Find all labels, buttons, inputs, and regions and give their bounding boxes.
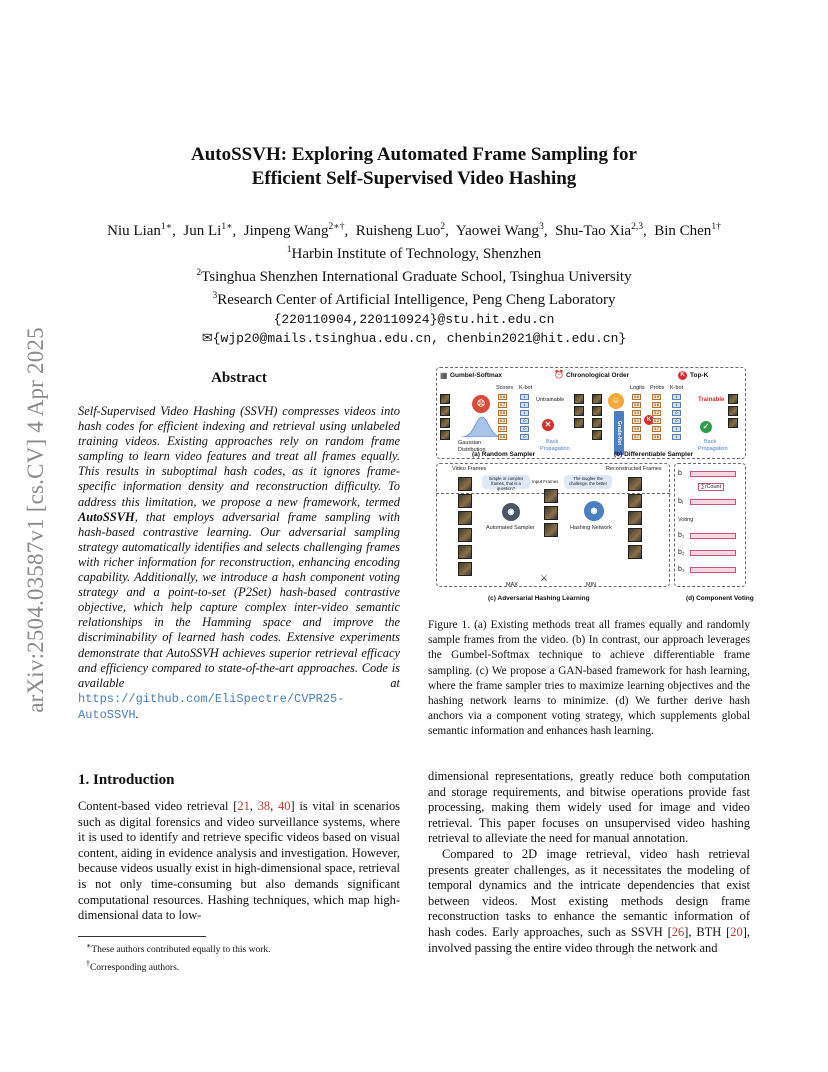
- input-frame: [544, 489, 558, 503]
- fig-hash-net-label: Hashing Network: [570, 525, 612, 531]
- kbot-cell: 1: [520, 410, 529, 416]
- hash-code-bar: [690, 550, 736, 556]
- angry-face-icon: ☹: [472, 395, 490, 413]
- kbot-cell: 1: [520, 402, 529, 408]
- author: Jinpeng Wang: [243, 223, 329, 239]
- email-text: {wjp20@mails.tsinghua.edu.cn, chenbin2021@hit.edu.cn}: [212, 331, 627, 346]
- affiliation-text: Research Center of Artificial Intelligence, Peng Cheng Laboratory: [217, 292, 616, 308]
- fig-gradnet-label: Grade-Net: [616, 420, 622, 446]
- intro-text: ], BTH [: [684, 924, 731, 939]
- affiliation-sup: 1: [286, 245, 292, 255]
- prob-cell: 0.2: [652, 410, 661, 416]
- video-frame: [458, 562, 472, 576]
- title-line-2: Efficient Self-Supervised Video Hashing: [251, 168, 577, 189]
- title-line-1: AutoSSVH: Exploring Automated Frame Sampling for: [191, 144, 637, 165]
- fig-topk-label: Top-K: [690, 372, 709, 379]
- video-frame: [574, 394, 584, 404]
- fig-kbot-label: K-bot: [519, 385, 533, 391]
- author-sup: 2: [440, 222, 446, 232]
- video-frame: [592, 430, 602, 440]
- check-icon: ✓: [700, 421, 712, 433]
- kbot-cell: 1: [520, 394, 529, 400]
- footnote: [78, 939, 400, 957]
- hash-code-bar: [690, 499, 736, 505]
- figure-1: [436, 367, 754, 605]
- video-frame: [728, 418, 738, 428]
- author: Bin Chen: [654, 223, 712, 239]
- method-name: AutoSSVH: [78, 509, 135, 524]
- prob-cell: 0.6: [652, 434, 661, 440]
- affiliation-sup: 3: [212, 291, 218, 301]
- abstract-body: [78, 404, 400, 723]
- kbot-cell: 1: [672, 394, 681, 400]
- intro-paragraph: dimensional representations, greatly reduce both computation and storage requirements, and bitwise operations provide fast processing, making them widely used for image and video retrieval. This paper focuses on unsupervised video hashing retrieval to alleviate the need for manual annotation.: [428, 769, 750, 846]
- affiliation: [78, 241, 750, 264]
- fig-label-a: (a) Random Sampler: [472, 451, 536, 458]
- logit-cell: 0.7: [632, 434, 641, 440]
- gumbel-icon: ▦: [440, 371, 448, 380]
- fig-back-label: Back: [704, 439, 717, 445]
- citation-link[interactable]: 26: [671, 924, 685, 939]
- topk-small-icon: K: [644, 415, 654, 425]
- fig-probs-label: Probs: [650, 385, 665, 391]
- email-line-2: [78, 329, 750, 348]
- email-line-1: {220110904,220110924}@stu.hit.edu.cn: [273, 312, 555, 327]
- fig-propagation-label: Propagation: [698, 446, 728, 452]
- fig-untrainable-label: Untrainable: [536, 397, 565, 403]
- video-frame: [458, 511, 472, 525]
- paper-title: [78, 143, 750, 191]
- topk-icon: K: [678, 371, 687, 380]
- gaussian-curve: [462, 415, 502, 437]
- arxiv-id: arXiv:2504.03587v1 [cs.CV] 4 Apr 2025: [23, 327, 48, 713]
- author: Niu Lian: [107, 223, 161, 239]
- author: Ruisheng Luo: [355, 223, 441, 239]
- intro-text: Compared to 2D image retrieval, video hash retrieval presents greater challenges, as it necessitates the modeling of temporal dynamics and the intricate dependencies that exist between videos. Most existing methods design frame reconstruction tasks to enhance the semantic information of hash codes. Early approaches, such as SSVH [: [428, 846, 750, 939]
- intro-continued: [428, 769, 750, 956]
- fig-min-label: MIN: [586, 582, 597, 588]
- score-cell: 0.6: [498, 394, 507, 400]
- author-sup: 1∗: [160, 222, 173, 232]
- code-link[interactable]: https://github.com/EliSpectre/CVPR25-AutoSSVH: [78, 691, 345, 722]
- affiliation-sup: 2: [196, 268, 202, 278]
- hash-code-bar: [690, 533, 736, 539]
- fig-distribution-label: Distribution: [458, 447, 486, 453]
- robot-icon: ◉: [584, 501, 604, 521]
- video-frame: [574, 418, 584, 428]
- hash-code-bar: [690, 567, 736, 573]
- footnote-symbol: †: [86, 959, 90, 969]
- cross-icon: ✕: [542, 419, 554, 431]
- hash-code-label: b₁: [678, 532, 685, 539]
- author-sup: 1∗: [221, 222, 233, 232]
- abstract-text: , that employs adversarial frame sampling with hash-based contrastive learning. Our adversarial sampling strategy automatically identifies and selects challenging frames with richer information for reconstruction, enhancing encoding capability. Additionally, we introduce a hash component voting strategy and a point-to-set (P2Set) hash-based contrastive objective, which help capture complex inter-video semantic relationships in the Hamming space and improve the discriminability of learned hash codes. Extensive experiments demonstrate that AutoSSVH achieves superior retrieval efficacy and efficiency compared to state-of-the-art approaches. Code is available at: [78, 509, 400, 690]
- fig-recon-frames-label: Reconstructed Frames: [606, 466, 662, 472]
- logit-cell: 0.3: [632, 410, 641, 416]
- fig-propagation-label: Propagation: [540, 446, 570, 452]
- figure-caption: Figure 1. (a) Existing methods treat all frames equally and randomly sample frames from the video. (b) In contrast, our approach leverages the Gumbel-Softmax technique to achieve differentiable frame sampling. (c) We propose a GAN-based framework for hash learning, where the frame sampler tries to maximize learning objectives and the hashing network learns to minimize. (d) We further derive hash anchors via a component voting strategy, which supplements global semantic information and enhances hash learning.: [428, 619, 750, 738]
- fig-auto-sampler-label: Automated Sampler: [486, 525, 535, 531]
- affiliation-text: Tsinghua Shenzhen International Graduate School, Tsinghua University: [201, 269, 632, 285]
- input-frame: [544, 506, 558, 520]
- citation-link[interactable]: 38: [257, 799, 271, 813]
- score-cell: 0.6: [498, 434, 507, 440]
- logit-cell: 0.1: [632, 418, 641, 424]
- kbot-cell: 1: [672, 426, 681, 432]
- author-list: Niu Lian$^{1∗}$, Jun $Li^{1∗}$, Jinpeng Wang$^{2∗\dagger}$, Ruisheng Luo$^2$, Yaowei Wang$^3$, Shu-Tao Xia$^{2,3}$, Bin Chen$^{1\dagger}$: [107, 222, 721, 239]
- section-heading: 1. Introduction: [78, 772, 175, 788]
- citation-link[interactable]: 20: [730, 924, 743, 939]
- fig-gumbel-label: Gumbel-Softmax: [450, 372, 503, 379]
- footnote-rule: [78, 936, 206, 937]
- sum-count-box: ∑/Count: [698, 483, 724, 491]
- kbot-cell: 0: [520, 434, 529, 440]
- author-sup: 3: [539, 222, 544, 232]
- kbot-cell: 0: [672, 418, 681, 424]
- citation-link[interactable]: 40: [278, 799, 291, 813]
- fig-voting-label: Voting: [678, 517, 694, 523]
- kbot-cell: 0: [520, 418, 529, 424]
- prob-cell: 0.9: [652, 394, 661, 400]
- footnote-text: These authors contributed equally to this work.: [91, 945, 271, 956]
- robot-icon: ◉: [502, 503, 520, 521]
- footnote: [78, 957, 400, 975]
- fig-label-d: (d) Component Voting: [686, 595, 754, 602]
- score-cell: 0.8: [498, 410, 507, 416]
- intro-paragraph: Content-based video retrieval [21, 38, 40] is vital in scenarios such as digital forensics and video surveillance systems, where it is used to identify and retrieve specific videos based on visual content, aiding in evidence analysis and investigation. However, because videos usually exist in high-dimensional space, retrieval is not only time-consuming but also demands significant computational resources. Hashing techniques, which map high-dimensional data to low-: [78, 799, 401, 923]
- fig-logits-label: Logits: [630, 385, 645, 391]
- recon-frame: [628, 545, 642, 559]
- author-block: [78, 218, 750, 348]
- author: Yaowei Wang: [455, 223, 540, 239]
- hash-code-label: b: [678, 470, 682, 477]
- abstract-end: .: [135, 706, 139, 721]
- happy-face-icon: ☺: [608, 393, 624, 409]
- affiliation-text: Harbin Institute of Technology, Shenzhen: [291, 246, 542, 262]
- video-frame: [574, 406, 584, 416]
- score-cell: 0.7: [498, 402, 507, 408]
- fig-label-b: (b) Differentiable Sampler: [614, 451, 694, 458]
- intro-text: ], involved passing the entire video through the network and: [428, 924, 750, 955]
- intro-text: ] is vital in scenarios such as digital forensics and video surveillance systems, where it is used to identify and retrieve specific videos based on visual content, aiding in evidence analysis and investigation. However, because videos usually exist in high-dimensional space, retrieval is not only time-consuming but also demands significant computational resources. Hashing techniques, which map high-dimensional data to low-: [78, 799, 401, 923]
- prob-cell: 0.2: [652, 418, 661, 424]
- fig-trainable-label: Trainable: [698, 397, 725, 403]
- video-frame: [592, 394, 602, 404]
- score-cell: 0.3: [498, 418, 507, 424]
- grade-net-block: [614, 411, 624, 455]
- author-sup: 1†: [711, 222, 721, 232]
- video-frame: [728, 394, 738, 404]
- fig-back-label: Back: [546, 439, 559, 445]
- prob-cell: 0.8: [652, 402, 661, 408]
- recon-frame: [628, 528, 642, 542]
- envelope-icon: ✉: [201, 331, 213, 346]
- author-sup: 2∗†: [328, 222, 345, 232]
- kbot-cell: 1: [672, 402, 681, 408]
- author-sup: 2,3: [631, 222, 643, 232]
- clock-icon: ⏰: [554, 370, 564, 379]
- video-frame: [592, 418, 602, 428]
- fig-bubble-sampler: Simple or complex frames, that is a question?: [482, 475, 530, 489]
- video-frame: [592, 406, 602, 416]
- fig-max-label: MAX: [506, 582, 518, 588]
- recon-frame: [628, 511, 642, 525]
- fig-label-c: (c) Adversarial Hashing Learning: [488, 595, 590, 602]
- arxiv-stamp: [14, 290, 58, 750]
- logit-cell: 0.5: [632, 426, 641, 432]
- video-frame: [458, 477, 472, 491]
- kbot-cell: 0: [520, 426, 529, 432]
- fig-video-frames-label: Video Frames: [452, 466, 487, 472]
- hash-code-label: b₃: [678, 566, 685, 573]
- intro-paragraph: [428, 847, 750, 956]
- video-frame: [440, 418, 450, 428]
- kbot-cell: 0: [672, 410, 681, 416]
- kbot-cell: 1: [672, 434, 681, 440]
- video-frame: [440, 406, 450, 416]
- fig-scores-label: Scores: [496, 385, 514, 391]
- author: Jun Li: [183, 223, 222, 239]
- video-frame: [440, 430, 450, 440]
- video-frame: [458, 545, 472, 559]
- fig-bubble-hashnet: The tougher the challenge, the better: [564, 475, 612, 489]
- footnotes: [78, 939, 400, 975]
- hash-code-label: b₂: [678, 549, 685, 556]
- score-cell: 0.2: [498, 426, 507, 432]
- hash-code-label: bᵢ: [678, 498, 683, 505]
- logit-cell: 0.6: [632, 394, 641, 400]
- fig-chrono-label: Chronological Order: [566, 372, 630, 379]
- footnote-symbol: ∗: [86, 941, 92, 950]
- video-frame: [458, 528, 472, 542]
- affiliation: [78, 264, 750, 287]
- video-frame: [440, 394, 450, 404]
- video-frame: [728, 406, 738, 416]
- video-frame: [458, 494, 472, 508]
- logit-cell: 0.8: [632, 402, 641, 408]
- abstract-text: Self-Supervised Video Hashing (SSVH) compresses videos into hash codes for efficient indexing and retrieval using unlabeled training videos. Existing approaches rely on random frame sampling to learn video features and treat all frames equally. This results in suboptimal hash codes, as it ignores frame-specific information density and reconstruction difficulty. To address this limitation, we propose a new framework, termed: [78, 404, 400, 509]
- intro-text: Content-based video retrieval [: [78, 799, 238, 813]
- hash-code-bar: [690, 471, 736, 477]
- citation-link[interactable]: 21: [237, 799, 250, 813]
- input-frame: [544, 523, 558, 537]
- fig-input-frames-label: Input Frames: [532, 479, 559, 484]
- fig-kbot-label: K-bot: [670, 385, 684, 391]
- abstract-heading: Abstract: [211, 370, 267, 386]
- author: Shu-Tao Xia: [555, 223, 632, 239]
- footnote-text: Corresponding authors.: [89, 963, 180, 974]
- fig-gaussian-label: Gaussian: [458, 440, 482, 446]
- recon-frame: [628, 477, 642, 491]
- crossed-swords-icon: ⚔: [540, 573, 549, 583]
- prob-cell: 0.7: [652, 426, 661, 432]
- affiliation: [78, 287, 750, 310]
- recon-frame: [628, 494, 642, 508]
